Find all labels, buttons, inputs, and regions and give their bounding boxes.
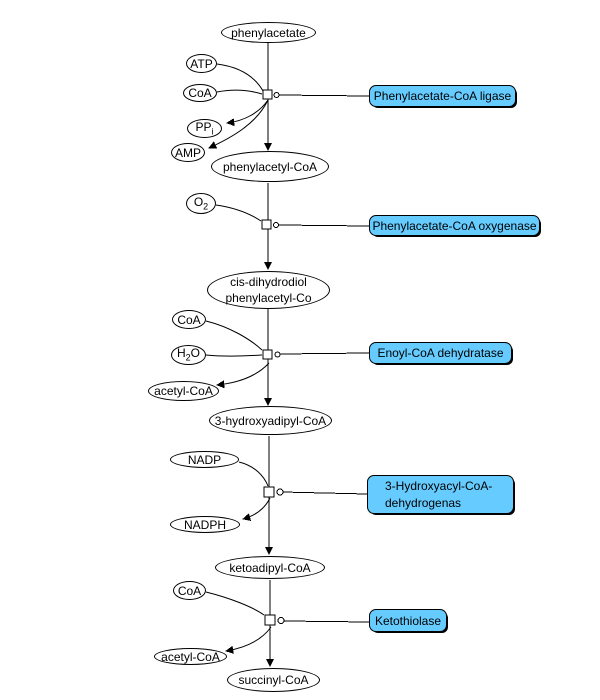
metabolite-atp[interactable] — [186, 54, 217, 73]
metabolite-cis-dihydrodiol-phenylacetyl-coa[interactable] — [207, 271, 330, 309]
enzyme-enoyl-coa-dehydratase[interactable] — [369, 342, 512, 364]
enzyme-port-3[interactable] — [275, 352, 280, 357]
reaction-node-4[interactable] — [264, 487, 274, 497]
edge-coa3-input — [206, 592, 264, 615]
enzyme-label-line1: 3-Hydroxyacyl-CoA- — [385, 478, 493, 493]
edge-atp-input — [217, 64, 263, 91]
metabolite-nadp[interactable] — [170, 451, 239, 468]
reaction-node-3[interactable] — [263, 350, 272, 359]
edge-enzyme-link-4 — [282, 492, 367, 494]
metabolite-nadph[interactable] — [170, 516, 240, 533]
metabolite-label: acetyl-CoA — [154, 384, 213, 398]
edge-enzyme-link-5 — [284, 621, 369, 622]
metabolite-label: phenylacetyl-CoA — [222, 159, 318, 174]
reaction-node-1[interactable] — [263, 90, 272, 99]
enzyme-phenylacetate-coa-ligase[interactable] — [369, 85, 516, 107]
metabolite-ppi[interactable] — [187, 119, 222, 138]
enzyme-port-4[interactable] — [277, 489, 283, 495]
edge-h2o-input — [206, 355, 262, 356]
metabolite-label: $H_2O$ — [176, 346, 201, 363]
edge-o2-input — [216, 205, 261, 221]
metabolite-phenylacetate[interactable] — [221, 22, 316, 43]
edge-coa1-input — [217, 90, 262, 94]
metabolite-label: CoA — [177, 312, 201, 327]
reaction-node-2[interactable] — [262, 220, 271, 229]
metabolite-o2[interactable] — [186, 193, 216, 214]
metabolite-acetyl-coa-2[interactable] — [154, 648, 227, 665]
metabolite-acetyl-coa-1[interactable] — [148, 381, 219, 401]
metabolite-succinyl-coa[interactable] — [227, 668, 320, 692]
enzyme-label: Ketothiolase — [374, 613, 442, 628]
metabolite-label-line1: cis-dihydrodiol — [230, 275, 307, 289]
enzyme-label: Phenylacetate-CoA ligase — [373, 89, 512, 103]
metabolite-coa-2[interactable] — [172, 310, 206, 329]
metabolite-label: CoA — [188, 86, 212, 100]
metabolite-label: NADP — [187, 452, 222, 467]
metabolite-label: CoA — [177, 583, 202, 598]
edge-nadph-output — [243, 498, 270, 519]
enzyme-3-hydroxyacyl-coa-dehydrogenase[interactable] — [367, 475, 514, 514]
edge-acetylcoa2-output — [226, 627, 271, 651]
edge-enzyme-link-1 — [279, 95, 369, 96]
reaction-node-5[interactable] — [265, 615, 275, 625]
enzyme-port-5[interactable] — [278, 618, 284, 624]
metabolite-amp[interactable] — [171, 143, 205, 162]
metabolite-label: 3-hydroxyadipyl-CoA — [214, 413, 327, 428]
enzyme-ketothiolase[interactable] — [369, 609, 447, 632]
metabolite-label: phenylacetate — [231, 25, 306, 40]
enzyme-label-line2: dehydrogenas — [385, 495, 462, 510]
metabolite-h2o[interactable] — [171, 345, 206, 365]
metabolite-coa-1[interactable] — [183, 84, 217, 102]
metabolite-label: AMP — [174, 145, 201, 160]
metabolite-label: ATP — [190, 56, 213, 71]
enzyme-phenylacetate-coa-oxygenase[interactable] — [369, 215, 540, 236]
enzyme-label: Phenylacetate-CoA oxygenase — [372, 218, 537, 233]
enzyme-label: Enoyl-CoA dehydratase — [377, 346, 504, 360]
metabolite-coa-3[interactable] — [173, 581, 206, 600]
metabolite-ketoadipyl-coa[interactable] — [215, 556, 325, 579]
enzyme-port-1[interactable] — [274, 93, 279, 98]
edge-nadp-input — [239, 462, 268, 486]
edge-acetylcoa1-output — [217, 363, 269, 385]
metabolite-label: $PP_i$ — [195, 119, 214, 137]
edge-enzyme-link-3 — [280, 353, 369, 354]
edge-coa2-input — [206, 321, 262, 350]
metabolite-label: NADPH — [183, 517, 226, 532]
enzyme-port-2[interactable] — [274, 223, 279, 228]
metabolite-label-line2: phenylacetyl-Co — [225, 291, 312, 305]
edge-enzyme-link-2 — [279, 225, 369, 226]
metabolite-label: $O_2$ — [193, 194, 209, 212]
metabolite-label: acetyl-CoA — [161, 649, 220, 664]
metabolite-phenylacetyl-coa[interactable] — [211, 151, 329, 182]
metabolite-label: succinyl-CoA — [238, 673, 309, 687]
metabolite-label: ketoadipyl-CoA — [229, 560, 311, 575]
edge-ppi-output — [227, 100, 268, 123]
metabolite-3-hydroxyadipyl-coa[interactable] — [209, 406, 332, 435]
